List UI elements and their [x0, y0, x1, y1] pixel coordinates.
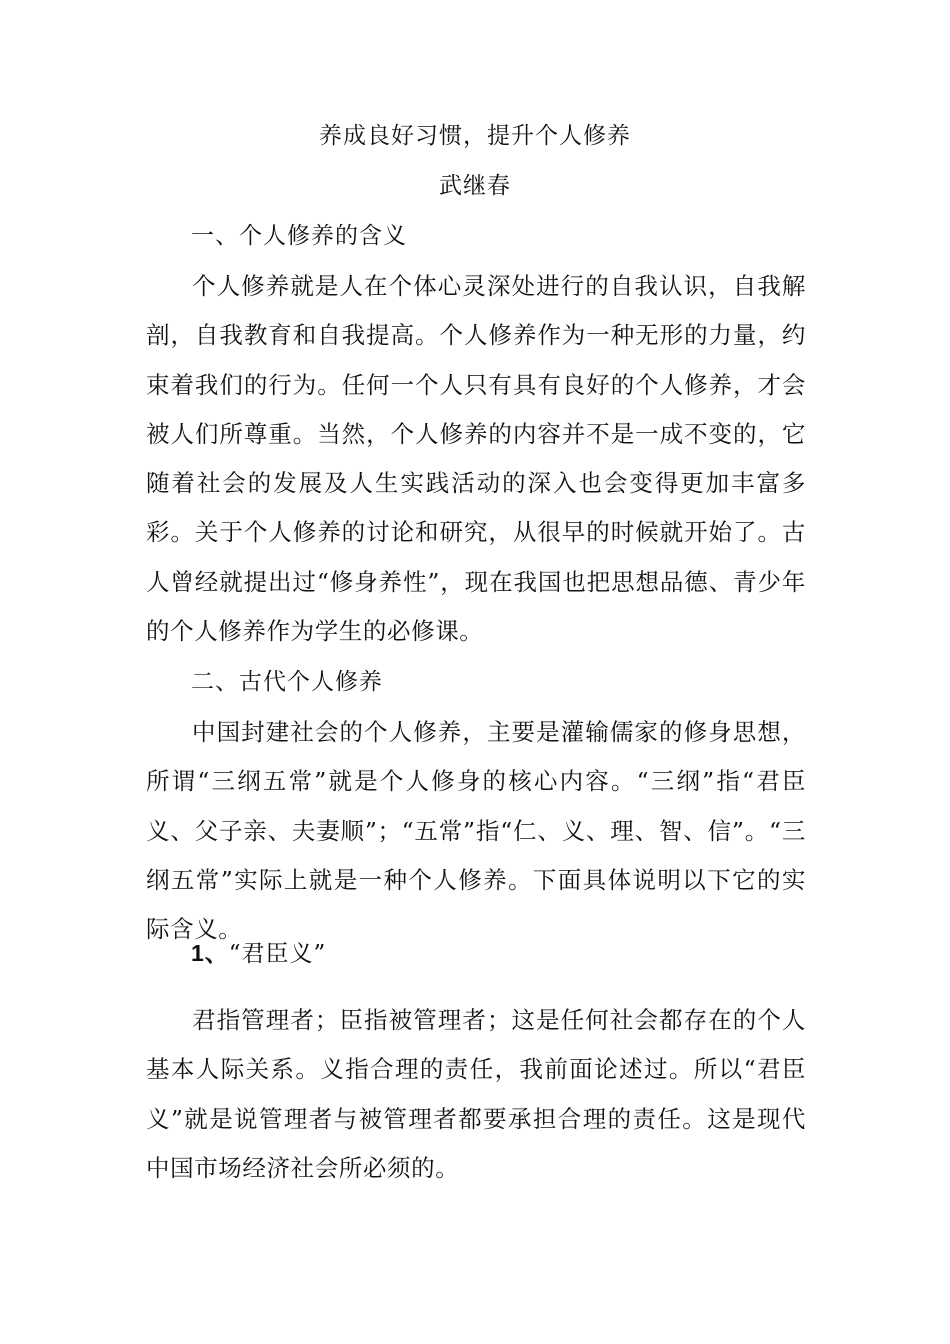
- section-1-heading: 一、个人修养的含义: [191, 223, 407, 249]
- subsection-1-heading: [191, 938, 326, 969]
- subsection-1-number: 1、: [191, 940, 229, 966]
- document-author: 武继春: [439, 173, 511, 199]
- subsection-1-paragraph: 君指管理者；臣指被管理者；这是任何社会都存在的个人基本人际关系。义指合理的责任，我前面论述过。所以“君臣义”就是说管理者与被管理者都要承担合理的责任。这是现代中国市场经济社会所必须的。: [146, 1006, 806, 1182]
- document-title: 养成良好习惯，提升个人修养: [319, 123, 631, 149]
- subsection-1-title: “君臣义”: [228, 941, 327, 967]
- section-1-paragraph: 个人修养就是人在个体心灵深处进行的自我认识，自我解剖，自我教育和自我提高。个人修养作为一种无形的力量，约束着我们的行为。任何一个人只有具有良好的个人修养，才会被人们所尊重。当然，个人修养的内容并不是一成不变的，它随着社会的发展及人生实践活动的深入也会变得更加丰富多彩。关于个人修养的讨论和研究，从很早的时候就开始了。古人曾经就提出过“修身养性”，现在我国也把思想品德、青少年的个人修养作为学生的必修课。: [146, 272, 806, 646]
- section-2-paragraph: 中国封建社会的个人修养，主要是灌输儒家的修身思想，所谓“三纲五常”就是个人修身的核心内容。“三纲”指“君臣义、父子亲、夫妻顺”；“五常”指“仁、义、理、智、信”。“三纲五常”实际上就是一种个人修养。下面具体说明以下它的实际含义。: [146, 718, 806, 944]
- section-2-heading: 二、古代个人修养: [191, 669, 383, 695]
